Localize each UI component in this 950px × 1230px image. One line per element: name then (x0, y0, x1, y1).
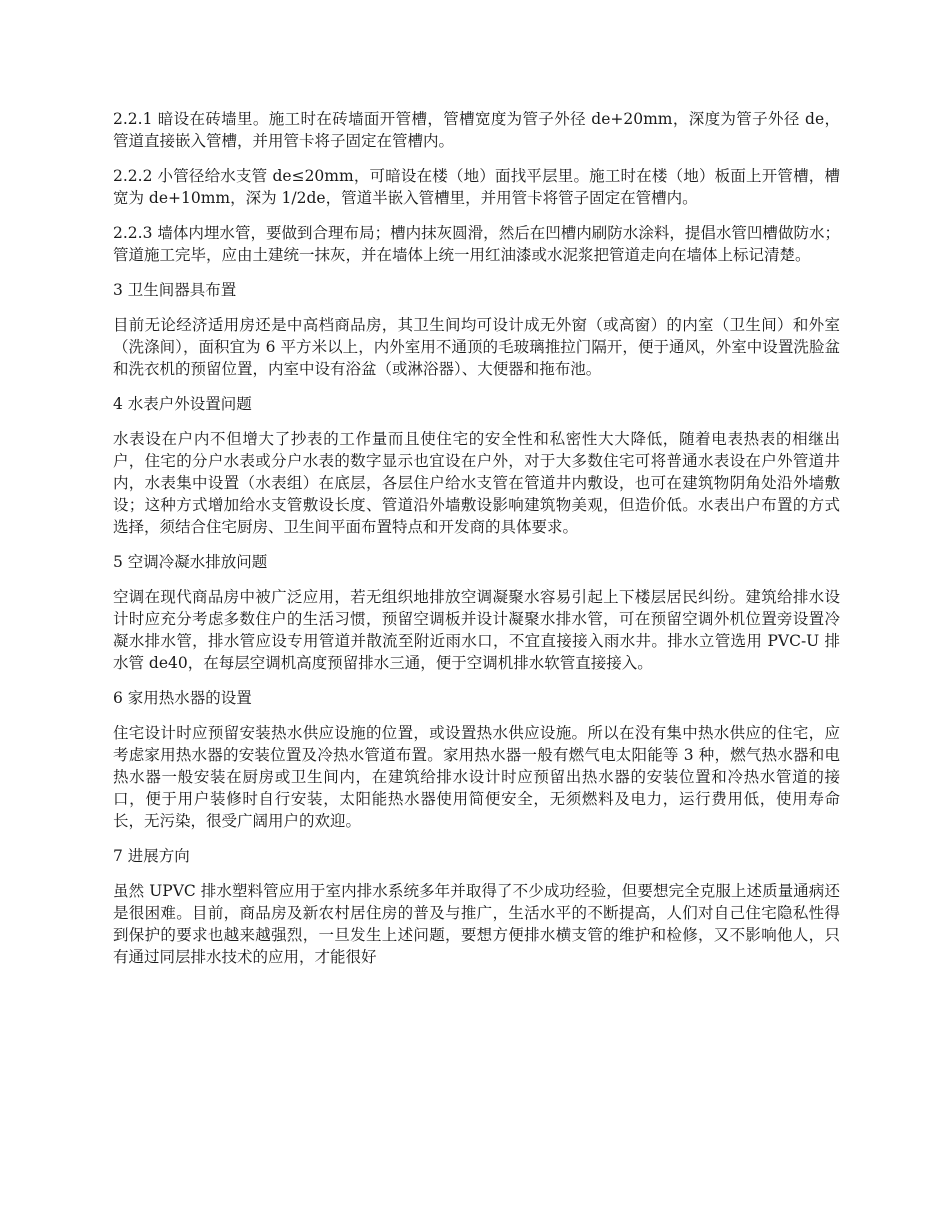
paragraph-section-4: 水表设在户内不但增大了抄表的工作量而且使住宅的安全性和私密性大大降低，随着电表热表的相继出户，住宅的分户水表或分户水表的数字显示也宜设在户外，对于大多数住宅可将普通水表设在户外管道井内，水表集中设置（水表组）在底层，各层住户给水支管在管道井内敷设，也可在建筑物阴角处沿外墙敷设；这种方式增加给水支管敷设长度、管道沿外墙敷设影响建筑物美观，但造价低。水表出户布置的方式选择，须结合住宅厨房、卫生间平面布置特点和开发商的具体要求。 (113, 430, 840, 536)
paragraph-section-6: 住宅设计时应预留安装热水供应设施的位置，或设置热水供应设施。所以在没有集中热水供应的住宅，应考虑家用热水器的安装位置及冷热水管道布置。家用热水器一般有燃气电太阳能等 3 种，燃气热水器和电热水器一般安装在厨房或卫生间内，在建筑给排水设计时应预留出热水器的安装位置和冷热水管道的接口，便于用户装修时自行安装，太阳能热水器使用简便安全，无须燃料及电力，运行费用低，使用寿命长，无污染，很受广阔用户的欢迎。 (113, 724, 840, 830)
section-heading-3: 3 卫生间器具布置 (113, 281, 237, 299)
section-heading-6: 6 家用热水器的设置 (113, 689, 252, 707)
paragraph-section-7: 虽然 UPVC 排水塑料管应用于室内排水系统多年并取得了不少成功经验，但要想完全克服上述质量通病还是很困难。目前，商品房及新农村居住房的普及与推广，生活水平的不断提高，人们对自己住宅隐私性得到保护的要求也越来越强烈，一旦发生上述问题，要想方便排水横支管的维护和检修，又不影响他人，只有通过同层排水技术的应用，才能很好 (113, 882, 840, 966)
paragraph-section-3: 目前无论经济适用房还是中高档商品房，其卫生间均可设计成无外窗（或高窗）的内室（卫生间）和外室（洗涤间），面积宜为 6 平方米以上，内外室用不通顶的毛玻璃推拉门隔开，便于通风，外室中设置洗脸盆和洗衣机的预留位置，内室中设有浴盆（或淋浴器）、大便器和拖布池。 (113, 316, 840, 378)
section-heading-7: 7 进展方向 (113, 847, 190, 865)
section-heading-5: 5 空调冷凝水排放问题 (113, 553, 268, 571)
paragraph-section-5: 空调在现代商品房中被广泛应用，若无组织地排放空调凝聚水容易引起上下楼层居民纠纷。建筑给排水设计时应充分考虑多数住户的生活习惯，预留空调板并设计凝聚水排水管，可在预留空调外机位置旁设置冷凝水排水管，排水管应设专用管道并散流至附近雨水口，不宜直接接入雨水井。排水立管选用 PVC-U 排水管 de40，在每层空调机高度预留排水三通，便于空调机排水软管直接接入。 (113, 588, 840, 672)
paragraph-2-2-3: 2.2.3 墙体内埋水管，要做到合理布局；槽内抹灰圆滑，然后在凹槽内刷防水涂料，提倡水管凹槽做防水；管道施工完毕，应由土建统一抹灰，并在墙体上统一用红油漆或水泥浆把管道走向在墙体上标记清楚。 (113, 224, 840, 264)
paragraph-2-2-2: 2.2.2 小管径给水支管 de≤20mm，可暗设在楼（地）面找平层里。施工时在楼（地）板面上开管槽，槽宽为 de+10mm，深为 1/2de，管道半嵌入管槽里，并用管卡将管子固定在管槽内。 (113, 167, 840, 207)
document-page (113, 108, 840, 981)
paragraph-2-2-1: 2.2.1 暗设在砖墙里。施工时在砖墙面开管槽，管槽宽度为管子外径 de+20mm，深度为管子外径 de，管道直接嵌入管槽，并用管卡将子固定在管槽内。 (113, 110, 840, 150)
section-heading-4: 4 水表户外设置问题 (113, 395, 252, 413)
